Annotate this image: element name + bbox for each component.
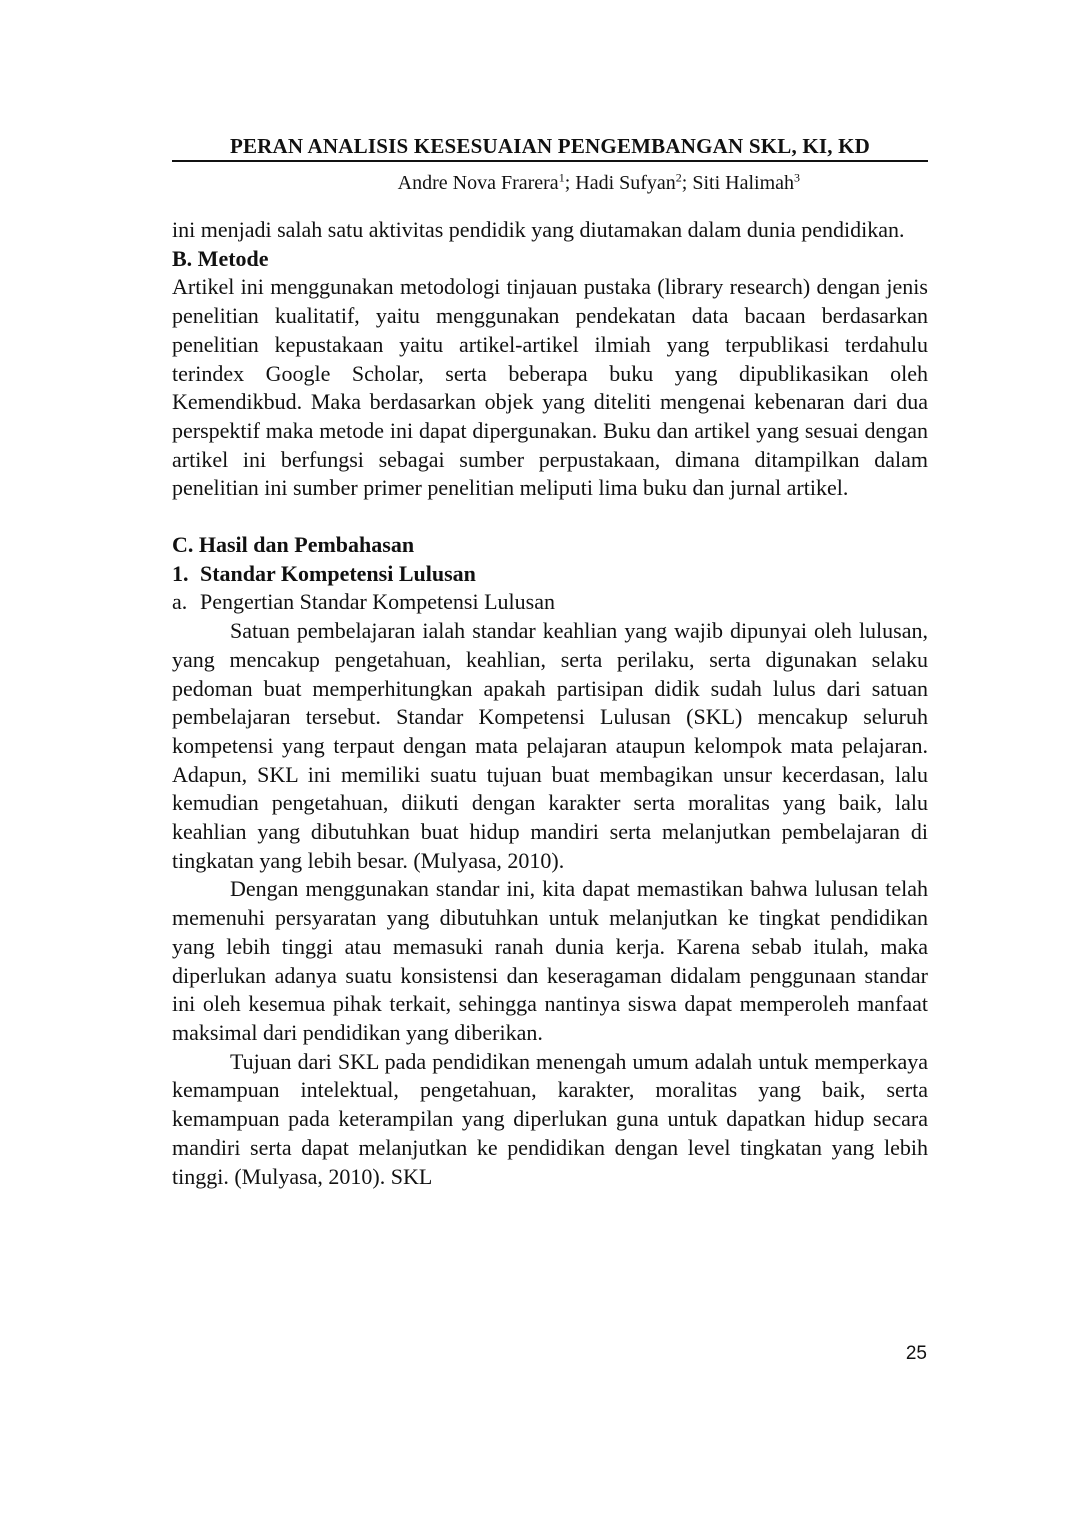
skl-purpose-paragraph: Tujuan dari SKL pada pendidikan menengah umum adalah untuk memperkaya kemampuan intelektual, pengetahuan, karakter, moralitas yang baik, serta kemampuan pada keterampilan yang diperlukan guna untuk dapatkan hidup secara mandiri serta dapat melanjutkan ke pendidikan dengan level tingkatan yang lebih tinggi. (Mulyasa, 2010). SKL [172, 1048, 928, 1189]
running-authors [172, 170, 928, 196]
page-number: 25 [905, 1343, 927, 1364]
subsection-1-title: Standar Kompetensi Lulusan [200, 560, 476, 586]
author-1-affiliation: 1 [558, 170, 565, 185]
section-c-heading: C. Hasil dan Pembahasan [172, 532, 415, 558]
author-2: ; Hadi Sufyan [564, 172, 676, 194]
continuation-paragraph: ini menjadi salah satu aktivitas pendidik yang diutamakan dalam dunia pendidikan. [172, 217, 905, 242]
author-1: Andre Nova Frarera [397, 172, 559, 194]
subsection-a-title: Pengertian Standar Kompetensi Lulusan [200, 589, 555, 615]
section-b-heading: B. Metode [172, 245, 269, 271]
subsection-1-number: 1. [172, 560, 189, 586]
skl-standard-paragraph: Dengan menggunakan standar ini, kita dapat memastikan bahwa lulusan telah memenuhi persyaratan yang dibutuhkan untuk melanjutkan ke tingkat pendidikan yang lebih tinggi atau memasuki ranah dunia kerja. Karena sebab itulah, maka diperlukan adanya suatu konsistensi dan keseragaman didalam penggunaan standar ini oleh kesemua pihak terkait, sehingga nantinya siswa dapat memperoleh manfaat maksimal dari pendidikan yang diberikan. [172, 876, 928, 1045]
skl-definition-paragraph: Satuan pembelajaran ialah standar keahlian yang wajib dipunyai oleh lulusan, yang mencakup pengetahuan, keahlian, serta perilaku, serta digunakan selaku pedoman buat memperhitungkan apakah partisipan didik sudah lulus dari satuan pembelajaran tersebut. Standar Kompetensi Lulusan (SKL) mencakup seluruh kompetensi yang terpaut dengan mata pelajaran ataupun kelompok mata pelajaran. Adapun, SKL ini memiliki suatu tujuan buat membagikan unsur kecerdasan, lalu kemudian pengetahuan, diikuti dengan karakter serta moralitas yang baik, lalu keahlian yang dibutuhkan buat hidup mandiri serta melanjutkan pembelajaran di tingkatan yang lebih besar. (Mulyasa, 2010). [172, 618, 928, 873]
subsection-a-letter: a. [172, 589, 188, 615]
author-3-affiliation: 3 [794, 170, 800, 185]
section-spacer [172, 503, 928, 531]
subsection-1-heading [172, 560, 928, 589]
running-title: PERAN ANALISIS KESESUAIAN PENGEMBANGAN SKL, KI, KD [172, 133, 928, 162]
running-header [172, 133, 928, 196]
author-3: ; Siti Halimah [681, 172, 794, 194]
body-text [172, 216, 928, 1191]
subsection-a-heading [172, 588, 928, 617]
author-2-affiliation: 2 [675, 170, 682, 185]
method-paragraph: Artikel ini menggunakan metodologi tinjauan pustaka (library research) dengan jenis penelitian kualitatif, yaitu menggunakan pendekatan data bacaan berdasarkan penelitian kepustakaan yaitu artikel-artikel ilmiah yang terpublikasi terdahulu terindex Google Scholar, serta beberapa buku yang dipublikasikan oleh Kemendikbud. Maka berdasarkan objek yang diteliti mengenai kebenaran dari dua perspektif maka metode ini dapat dipergunakan. Buku dan artikel yang sesuai dengan artikel ini berfungsi sebagai sumber perpustakaan, dimana ditampilkan dalam penelitian ini sumber primer penelitian meliputi lima buku dan jurnal artikel. [172, 274, 928, 501]
